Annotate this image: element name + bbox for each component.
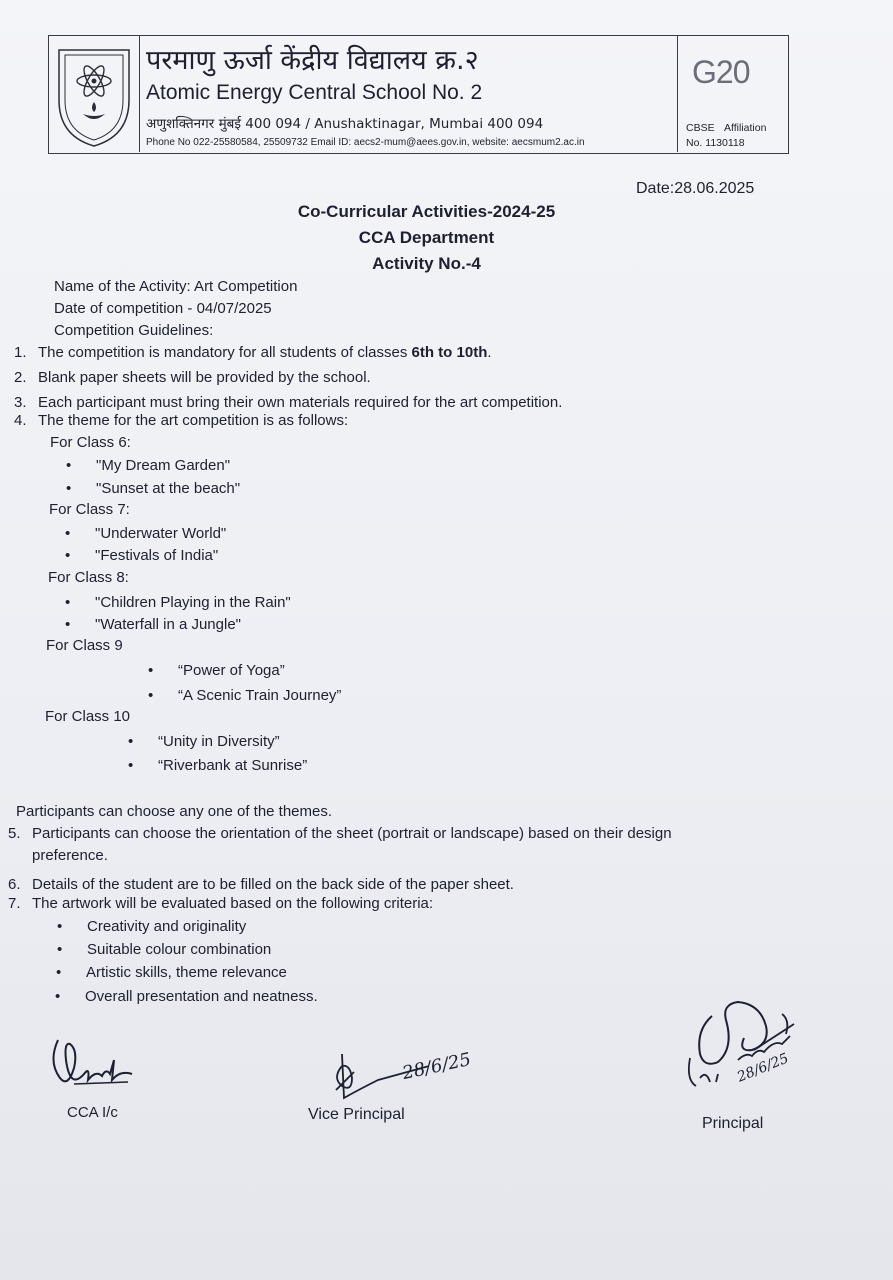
- guideline-number: 6.: [8, 876, 21, 893]
- criteria-item: • Creativity and originality: [87, 918, 246, 935]
- guideline-1: [14, 344, 492, 361]
- vice-principal-label: Vice Principal: [308, 1106, 405, 1123]
- guideline-number: 4.: [14, 412, 27, 429]
- affiliation-box: [677, 36, 788, 152]
- guidelines-title: Competition Guidelines:: [54, 322, 214, 339]
- school-contact: Phone No 022-25580584, 25509732 Email ID: aecs2-mum@aees.gov.in, website: aecsmum2.ac.in: [146, 137, 585, 148]
- guideline-3: [14, 394, 562, 411]
- class-10-label: For Class 10: [45, 708, 131, 725]
- class-7-theme-2: • "Festivals of India": [95, 547, 218, 564]
- class-7-theme-1: • "Underwater World": [95, 525, 226, 542]
- class-8-theme-1: • "Children Playing in the Rain": [95, 594, 291, 611]
- heading-cca: Co-Curricular Activities-2024-25: [297, 202, 556, 221]
- class-9-theme-1: • “Power of Yoga”: [178, 662, 285, 679]
- school-name-english: Atomic Energy Central School No. 2: [146, 81, 483, 104]
- guideline-number: 5.: [8, 825, 21, 842]
- school-logo: [49, 36, 140, 152]
- guideline-text: Each participant must bring their own materials required for the art competition.: [38, 394, 563, 411]
- principal-signature: [682, 990, 812, 1100]
- guideline-5: [8, 825, 672, 842]
- guideline-number: 3.: [14, 394, 27, 411]
- choose-theme-note: Participants can choose any one of the themes.: [16, 803, 333, 820]
- class-9-label: For Class 9: [46, 637, 123, 654]
- letterhead: [48, 35, 789, 154]
- affiliation-number: No. 1130118: [686, 137, 745, 149]
- principal-date: 28/6/25: [734, 1050, 792, 1086]
- class-9-theme-2: • “A Scenic Train Journey”: [178, 687, 341, 704]
- guideline-number: 2.: [14, 369, 27, 386]
- school-name-hindi: परमाणु ऊर्जा केंद्रीय विद्यालय क्र.२: [146, 45, 479, 76]
- guideline-text: The artwork will be evaluated based on the following criteria:: [32, 895, 434, 912]
- guideline-text: Participants can choose the orientation of the sheet (portrait or landscape) based on their design: [32, 825, 672, 842]
- cbse-label: CBSE: [686, 122, 715, 134]
- heading-activity-no: Activity No.-4: [372, 254, 481, 273]
- guideline-5-cont: preference.: [32, 847, 108, 864]
- criteria-item: • Suitable colour combination: [87, 941, 271, 958]
- class-6-theme-2: • "Sunset at the beach": [96, 480, 240, 497]
- class-8-label: For Class 8:: [48, 569, 129, 586]
- cca-label: CCA I/c: [67, 1104, 118, 1121]
- heading-department: CCA Department: [358, 228, 495, 247]
- g20-logo: G20: [692, 54, 750, 90]
- class-10-theme-1: • “Unity in Diversity”: [158, 733, 280, 750]
- guideline-text: The competition is mandatory for all students of classes: [38, 344, 412, 361]
- class-10-theme-2: • “Riverbank at Sunrise”: [158, 757, 307, 774]
- guideline-number: 7.: [8, 895, 21, 912]
- criteria-item: • Overall presentation and neatness.: [85, 988, 318, 1005]
- criteria-item: • Artistic skills, theme relevance: [86, 964, 287, 981]
- principal-label: Principal: [702, 1115, 764, 1132]
- activity-name: Name of the Activity: Art Competition: [54, 278, 298, 295]
- vice-principal-date: 28/6/25: [400, 1049, 473, 1084]
- guideline-4: [14, 412, 348, 429]
- guideline-2: [14, 369, 371, 386]
- affiliation-label: Affiliation: [724, 122, 767, 134]
- guideline-7: [8, 895, 433, 912]
- school-address: अणुशक्तिनगर मुंबई 400 094 / Anushaktinagar, Mumbai 400 094: [146, 116, 544, 132]
- class-7-label: For Class 7:: [49, 501, 130, 518]
- guideline-number: 1.: [14, 344, 27, 361]
- guideline-text: Details of the student are to be filled on the back side of the paper sheet.: [32, 876, 514, 893]
- class-8-theme-2: • "Waterfall in a Jungle": [95, 616, 241, 633]
- guideline-classes: 6th to 10th: [411, 344, 488, 361]
- guideline-end: .: [487, 344, 492, 361]
- guideline-text: Blank paper sheets will be provided by the school.: [38, 369, 371, 386]
- class-6-theme-1: • "My Dream Garden": [96, 457, 230, 474]
- document-date: Date:28.06.2025: [636, 180, 755, 197]
- guideline-6: [8, 876, 514, 893]
- competition-date: Date of competition - 04/07/2025: [54, 300, 272, 317]
- class-6-label: For Class 6:: [50, 434, 131, 451]
- cca-signature: [44, 1030, 144, 1100]
- guideline-text: The theme for the art competition is as follows:: [38, 412, 349, 429]
